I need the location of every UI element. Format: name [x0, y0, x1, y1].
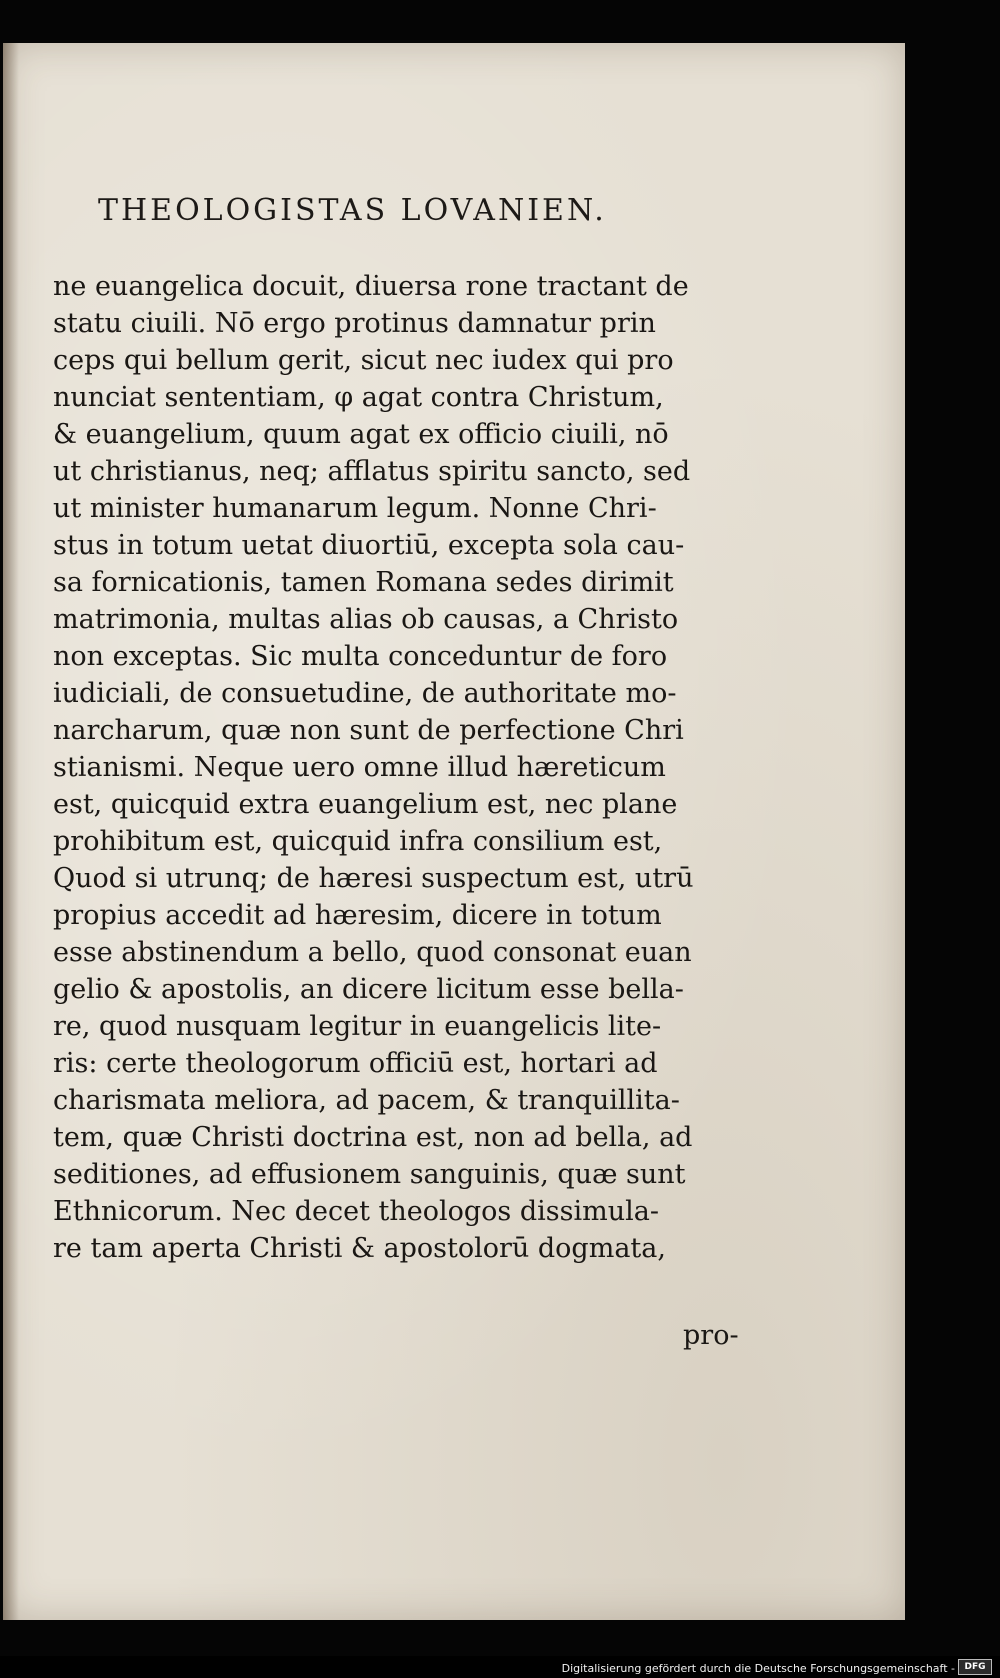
text-line: ceps qui bellum gerit, sicut nec iudex qui pro	[53, 345, 674, 376]
text-line: Ethnicorum. Nec decet theologos dissimula-	[53, 1196, 659, 1227]
text-line: stianismi. Neque uero omne illud hæreticum	[53, 752, 666, 783]
text-line: est, quicquid extra euangelium est, nec plane	[53, 789, 678, 820]
text-line: ris: certe theologorum officiū est, hortari ad	[53, 1048, 658, 1079]
text-line: nunciat sententiam, φ agat contra Christum,	[53, 382, 664, 413]
dfg-logo-icon: DFG	[958, 1659, 992, 1675]
text-line: statu ciuili. Nō ergo protinus damnatur prin	[53, 308, 656, 339]
text-line: ut christianus, neq; afflatus spiritu sancto, sed	[53, 456, 691, 487]
page-binding-shadow	[3, 43, 19, 1620]
catchword: pro-	[683, 1320, 739, 1351]
text-line: matrimonia, multas alias ob causas, a Christo	[53, 604, 679, 635]
text-line: re, quod nusquam legitur in euangelicis lite-	[53, 1011, 662, 1042]
text-line: stus in totum uetat diuortiū, excepta sola cau-	[53, 530, 685, 561]
text-line: Quod si utrunq; de hæresi suspectum est, utrū	[53, 863, 694, 894]
text-line: sa fornicationis, tamen Romana sedes dirimit	[53, 567, 674, 598]
book-page	[3, 43, 905, 1620]
running-head: THEOLOGISTAS LOVANIEN.	[98, 193, 607, 228]
text-line: non exceptas. Sic multa conceduntur de foro	[53, 641, 668, 672]
text-line: esse abstinendum a bello, quod consonat euan	[53, 937, 692, 968]
text-line: propius accedit ad hæresim, dicere in totum	[53, 900, 662, 931]
funding-credit: Digitalisierung gefördert durch die Deutsche Forschungsgemeinschaft -	[561, 1662, 955, 1675]
text-line: prohibitum est, quicquid infra consilium est,	[53, 826, 663, 857]
text-line: & euangelium, quum agat ex officio ciuili, nō	[53, 419, 669, 450]
text-block	[53, 268, 753, 1267]
text-line: re tam aperta Christi & apostolorū dogmata,	[53, 1233, 666, 1264]
footer-bar	[0, 1656, 1000, 1678]
text-line: ut minister humanarum legum. Nonne Chri-	[53, 493, 657, 524]
text-line: charismata meliora, ad pacem, & tranquillita-	[53, 1085, 680, 1116]
text-line: narcharum, quæ non sunt de perfectione Chri	[53, 715, 684, 746]
text-line: tem, quæ Christi doctrina est, non ad bella, ad	[53, 1122, 693, 1153]
text-line: gelio & apostolis, an dicere licitum esse bella-	[53, 974, 684, 1005]
text-line: ne euangelica docuit, diuersa rone tractant de	[53, 271, 689, 302]
text-line: seditiones, ad effusionem sanguinis, quæ sunt	[53, 1159, 686, 1190]
text-line: iudiciali, de consuetudine, de authoritate mo-	[53, 678, 677, 709]
